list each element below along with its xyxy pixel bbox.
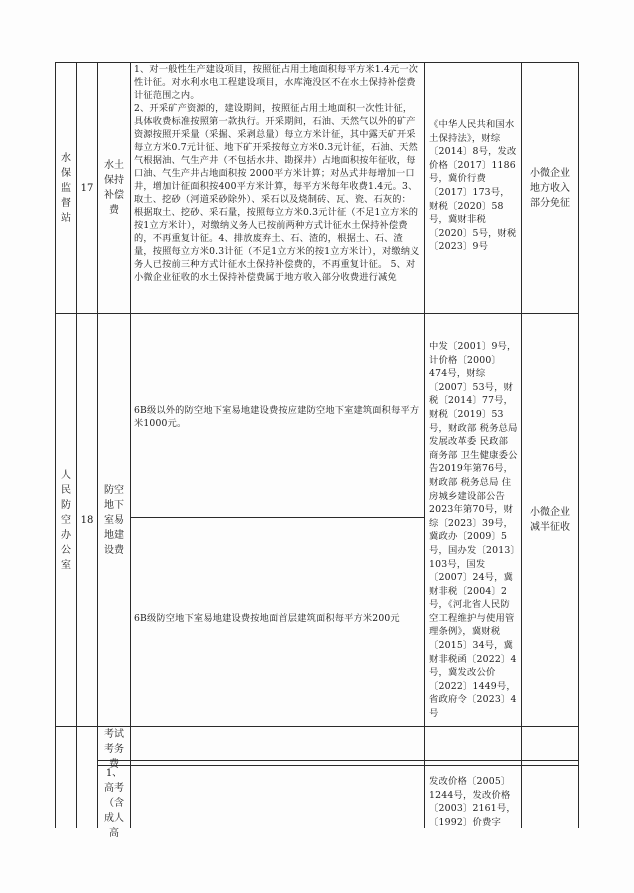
rule <box>578 62 579 828</box>
department-cell <box>56 63 76 313</box>
description-cell: 6B级防空地下室易地建设费按地面首层建筑面积每平方米200元 <box>134 613 400 624</box>
item-label: 水土保持补偿费 <box>104 160 124 216</box>
department-label: 人民防空办公室 <box>61 469 71 571</box>
rule <box>97 760 578 761</box>
basis-cell: 发改价格〔2005〕1244号，发改价格〔2003〕2161号，〔1992〕价费字 <box>429 776 516 828</box>
department-cell <box>56 314 76 726</box>
row-index: 18 <box>80 514 94 526</box>
policy-cell <box>522 63 578 313</box>
row-index: 17 <box>80 182 94 194</box>
rule <box>130 517 424 518</box>
rule <box>55 726 578 727</box>
department-label: 水保监督站 <box>61 152 71 224</box>
item-label: 考试考务费 <box>104 729 124 770</box>
policy-label: 小微企业地方收入部分免征 <box>530 167 570 209</box>
description-cell: 1、对一般性生产建设项目，按照征占用土地面积每平方米1.4元一次性计征。对水利水电工程建设项目，水库淹没区不在水土保持补偿费计征范围之内。 2、开采矿产资源的，建设期间，按照征占用土地面积一次性计征，具体收费标准按照第一款执行。开采期间，石油、天然气以外的矿产资源按照开采量（采掘、采剥总量）每立方米计征，其中露天矿开采每立方米0.7元计征、地下矿开采按每立方米0.3元计征，石油、天然气根据油、气生产井（不包括水井、勘探井）占地面积按年征收，每口油、气生产井占地面积按 2000平方米计算；对丛式井每增加一口井，增加计征面积按400平方米计算，每平方米每年收费1.4元。3、取土、挖砂（河道采砂除外）、采石以及烧制砖、瓦、瓷、石灰的：根据取土、挖砂、采石量，按照每立方米0.3元计征（不足1立方米的按1立方米计），对缴纳义务人已按前两种方式计征水土保持补偿费的，不再重复计征。4、排放废弃土、石、渣的，根据土、石、渣量，按照每立方米0.3计征（不足1立方米的按1立方米计），对缴纳义务人已按前三种方式计征水土保持补偿费的，不再重复计征。 5、对小微企业征收的水土保持补偿费属于地方收入部分收费进行减免 <box>134 64 420 283</box>
rule <box>130 62 131 828</box>
rule <box>97 765 578 766</box>
item-cell <box>98 314 130 726</box>
index-cell <box>77 314 97 726</box>
basis-cell: 中发〔2001〕9号，计价格〔2000〕474号，财综〔2007〕53号，财税〔2014〕77号，财税〔2019〕53号，财政部 税务总局 发展改革委 民政部 商务部 卫生健康委公告2019年第76号，财政部 税务总局 住房城乡建设部公告2023年第70号，财综〔2023〕39号，冀政办〔2009〕5号，国办发〔2013〕103号，国发〔2007〕24号，冀财非税〔2004〕2号，《河北省人民防空工程维护与使用管理条例》，冀财税〔2015〕34号，冀财非税函〔2022〕4号，冀发改公价〔2022〕1449号，省政府令〔2023〕4号 <box>429 341 518 720</box>
description-cell: 6B级以外的防空地下室易地建设费按应建防空地下室建筑面积每平方米1000元。 <box>134 405 420 429</box>
item-label: 防空地下室易地建设费 <box>104 484 124 556</box>
index-cell <box>77 63 97 313</box>
policy-cell <box>522 314 578 726</box>
policy-label: 小微企业减半征收 <box>530 507 570 533</box>
sub-item-label: 1、高考（含成人高 <box>104 768 124 839</box>
rule <box>55 313 578 314</box>
basis-cell: 《中华人民共和国水土保持法》，财综〔2014〕8号，发改价格〔2017〕1186号，冀价行费〔2017〕173号，财税〔2020〕58号，冀财非税〔2020〕5号，财税〔2023〕9号 <box>429 119 517 253</box>
item-cell <box>98 727 130 770</box>
rule <box>424 62 425 828</box>
sub-item-cell <box>98 766 130 839</box>
item-cell <box>98 63 130 313</box>
